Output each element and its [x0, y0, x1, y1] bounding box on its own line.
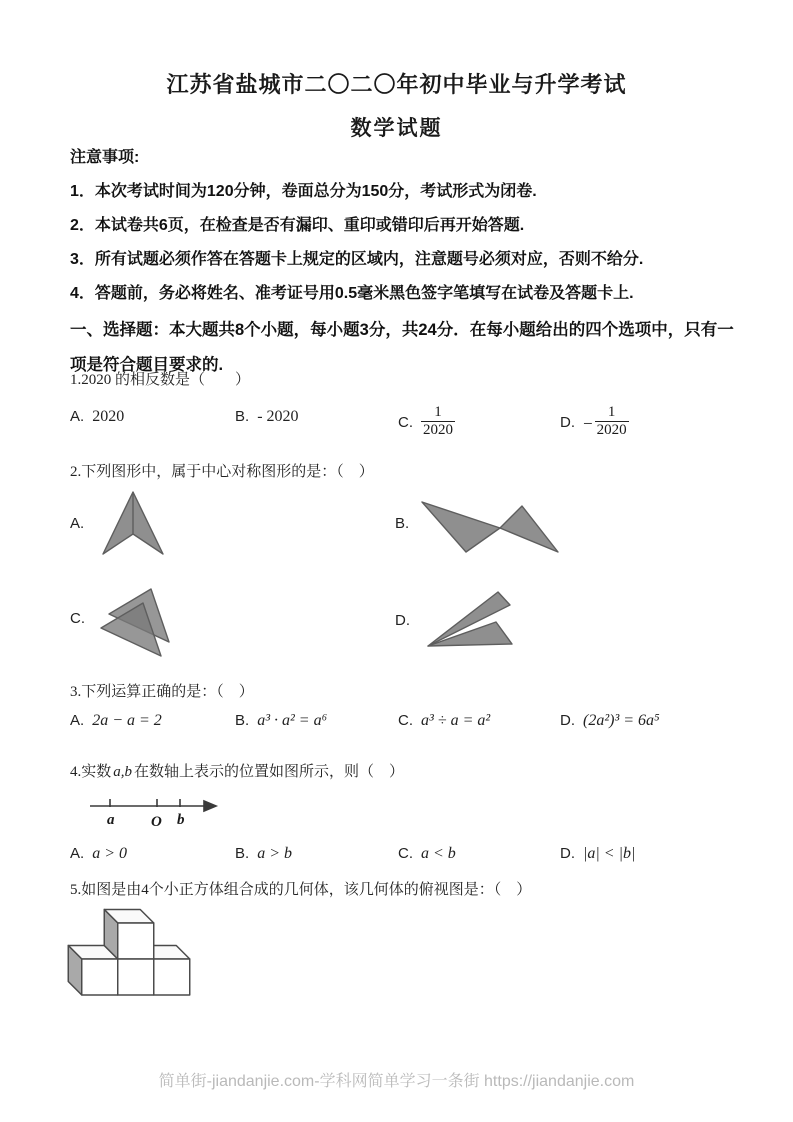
axis-arrowhead-icon — [204, 801, 216, 811]
question-4-text-prefix: 4.实数 — [70, 764, 112, 780]
page-title: 江苏省盐城市二〇二〇年初中毕业与升学考试 — [166, 72, 627, 97]
overlapping-triangles-figure — [97, 586, 177, 658]
option-label: D. — [560, 414, 575, 432]
cube-front-face — [154, 959, 190, 995]
option-label: D. — [560, 712, 575, 729]
fraction-denominator: 2020 — [596, 422, 627, 439]
question-1-text: 1.2020 的相反数是（ ） — [70, 372, 251, 388]
right-triangle — [500, 506, 558, 552]
left-triangle — [422, 502, 500, 552]
option-d — [560, 845, 635, 863]
notice-item: 3．所有试题必须作答在答题卡上规定的区域内，注意题号必须对应，否则不给分. — [70, 251, 644, 268]
option-d — [560, 712, 660, 730]
option-value: 2020 — [92, 408, 125, 425]
notice-item: 1．本次考试时间为120分钟，卷面总分为150分，考试形式为闭卷. — [70, 183, 537, 200]
page-subtitle: 数学试题 — [350, 116, 443, 140]
option-value: a > 0 — [92, 845, 127, 862]
cube-front-face — [118, 923, 154, 959]
fan-triangles-figure — [422, 588, 514, 652]
question-2-text: 2.下列图形中，属于中心对称图形的是：（ ） — [70, 464, 374, 480]
option-b — [235, 845, 292, 863]
notices-heading: 注意事项: — [70, 149, 140, 166]
option-value: a³ · a² = a⁶ — [257, 712, 328, 729]
option-a — [70, 408, 124, 426]
option-label: D. — [560, 845, 575, 862]
option-label: B. — [235, 712, 250, 729]
notices-block — [70, 148, 730, 318]
option-a — [70, 712, 162, 730]
option-label: C. — [398, 414, 413, 432]
label-a: a — [107, 812, 115, 828]
footer-watermark: 简单街-jiandanjie.com-学科网简单学习一条街 https://jiandanjie.com — [158, 1073, 635, 1090]
fraction-denominator: 2020 — [423, 422, 453, 439]
question-3-text: 3.下列运算正确的是：（ ） — [70, 684, 254, 700]
option-c — [398, 404, 455, 440]
option-label: C. — [398, 845, 413, 862]
option-label: A. — [70, 712, 85, 729]
cube-front-face — [82, 959, 118, 995]
option-c — [398, 845, 456, 863]
option-value: a > b — [257, 845, 292, 862]
option-b — [235, 408, 299, 426]
notice-item: 2．本试卷共6页，在检查是否有漏印、重印或错印后再开始答题. — [70, 217, 525, 234]
option-b — [235, 712, 327, 730]
option-value: |a| < |b| — [583, 845, 636, 862]
option-value: a < b — [421, 845, 456, 862]
notice-item: 4．答题前，务必将姓名、准考证号用0.5毫米黑色签字笔填写在试卷及答题卡上. — [70, 285, 634, 302]
option-label: A. — [70, 845, 85, 862]
question-5-text: 5.如图是由4个小正方体组合成的几何体，该几何体的俯视图是：（ ） — [70, 882, 532, 898]
label-origin: O — [151, 814, 162, 830]
option-label: B. — [235, 408, 250, 425]
question-4-variables: a,b — [113, 764, 133, 780]
dart-arrowhead-figure — [100, 490, 170, 560]
option-d — [560, 404, 629, 440]
label-b: b — [177, 812, 185, 828]
number-line-figure — [85, 788, 220, 830]
section-heading: 一、选择题：本大题共8个小题，每小题3分，共24分．在每小题给出的四个选项中，只有一项是符合题目要求的. — [70, 321, 734, 374]
question-4-options — [70, 845, 750, 885]
option-label: B. — [235, 845, 250, 862]
option-value: 2a − a = 2 — [92, 712, 162, 729]
option-label: A. — [70, 515, 85, 532]
question-1-options — [70, 404, 750, 448]
fraction-numerator: 1 — [421, 404, 455, 422]
fraction — [421, 404, 455, 440]
option-label: A. — [70, 408, 85, 425]
option-value: a³ ÷ a = a² — [421, 712, 491, 729]
option-label: C. — [398, 712, 413, 729]
question-4-text-suffix: 在数轴上表示的位置如图所示，则（ ） — [134, 764, 405, 780]
bowtie-triangles-figure — [420, 494, 562, 560]
option-label: D. — [395, 612, 410, 629]
fraction — [595, 404, 629, 440]
option-label: C. — [70, 610, 85, 627]
option-label: B. — [395, 515, 410, 532]
question-3-options — [70, 712, 750, 752]
cube-front-face — [118, 959, 154, 995]
option-a — [70, 845, 127, 863]
question-4-text — [70, 762, 404, 782]
four-cubes-solid-figure — [66, 904, 201, 1014]
fraction-numerator: 1 — [595, 404, 629, 422]
option-value: - 2020 — [257, 408, 299, 425]
option-value: (2a²)³ = 6a⁵ — [583, 712, 660, 729]
minus-sign: − — [583, 413, 593, 433]
option-c — [398, 712, 490, 730]
